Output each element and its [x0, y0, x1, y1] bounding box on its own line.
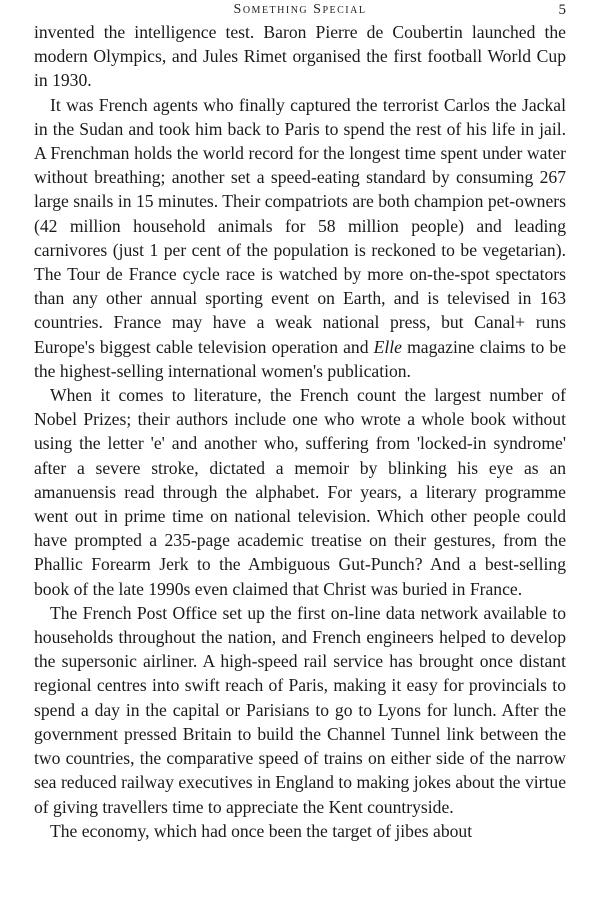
paragraph-2-text-after: magazine claims to be the highest-selling international women's publication. [34, 336, 566, 381]
paragraph-2-text: It was French agents who finally captured the terrorist Carlos the Jackal in the Sudan and took him back to Paris to spend the rest of his life in jail. A Frenchman holds the world record for the longest time spent under water without breathing; another set a speed-eating standard by consuming 267 large snails in 15 minutes. Their compatriots are both champion pet-owners (42 million household animals for 58 million people) and leading carnivores (just 1 per cent of the population is reckoned to be vegetarian). The Tour de France cycle race is watched by more on-the-spot spectators than any other annual sporting event on Earth, and is televised in 163 countries. France may have a weak national press, but Canal+ runs Europe's biggest cable television operation and [34, 94, 566, 357]
running-title: Something Special [233, 2, 367, 17]
paragraph-2 [34, 93, 566, 383]
running-header [0, 0, 600, 20]
body-text [34, 20, 566, 843]
paragraph-5: The economy, which had once been the target of jibes about [50, 820, 473, 841]
paragraph-4: The French Post Office set up the first on-line data network available to households throughout the nation, and French engineers helped to develop the supersonic airliner. A high-speed rail service has brought once distant regional centres into swift reach of Paris, making it easy for provincials to spend a day in the capital or Parisians to go to Lyons for lunch. After the government pressed Britain to build the Channel Tunnel link between the two countries, the comparative speed of trains on either side of the narrow sea reduced railway executives in England to making jokes about the virtue of giving travellers time to appreciate the Kent countryside. [34, 602, 566, 817]
page-number: 5 [558, 2, 566, 18]
paragraph-3: When it comes to literature, the French count the largest number of Nobel Prizes; their authors include one who wrote a whole book without using the letter 'e' and another who, suffering from 'locked-in syndrome' after a severe stroke, dictated a memoir by blinking his eye as an amanuensis read through the alphabet. For years, a literary programme went out in prime time on national television. Which other people could have prompted a 235-page academic treatise on their gestures, from the Phallic Forearm Jerk to the Ambiguous Gut-Punch? And a best-selling book of the late 1990s even claimed that Christ was buried in France. [34, 385, 566, 599]
paragraph-1: invented the intelligence test. Baron Pierre de Coubertin launched the modern Olympics, and Jules Rimet organised the first football World Cup in 1930. [34, 22, 566, 91]
magazine-title: Elle [373, 336, 402, 357]
